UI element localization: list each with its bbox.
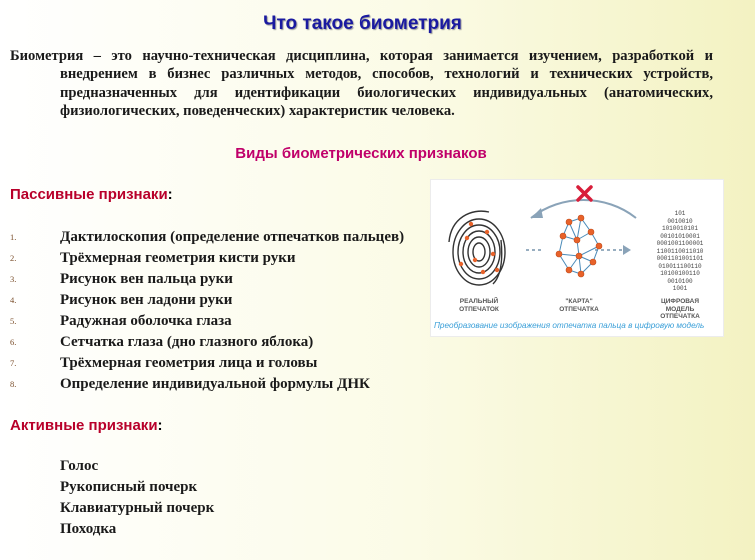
list-item xyxy=(10,456,214,477)
list-item-text: Сетчатка глаза (дно глазного яблока) xyxy=(60,334,314,350)
binary-line: 0010100 xyxy=(667,277,693,285)
fingerprint-map-icon xyxy=(559,218,599,274)
list-item-text: Трёхмерная геометрия кисти руки xyxy=(60,250,296,266)
label-line: ОТПЕЧАТКА xyxy=(660,313,700,320)
list-item-number: 6. xyxy=(10,337,17,347)
passive-list xyxy=(10,227,404,395)
list-item xyxy=(10,477,214,498)
active-title-text: Активные признаки xyxy=(10,417,158,434)
label-line: МОДЕЛЬ xyxy=(665,305,695,313)
list-item-text: Трёхмерная геометрия лица и головы xyxy=(60,355,318,371)
list-item-number: 8. xyxy=(10,379,17,389)
cross-icon xyxy=(578,187,591,200)
types-title: Виды биометрических признаков xyxy=(235,145,487,162)
binary-line: 10100100110 xyxy=(660,270,700,277)
active-title: Активные признаки: xyxy=(10,417,163,434)
active-list xyxy=(10,456,214,540)
list-item-number: 5. xyxy=(10,316,17,326)
binary-line: 1100110011010 xyxy=(656,247,704,255)
list-item-number: 7. xyxy=(10,358,17,368)
list-item xyxy=(10,227,404,248)
list-item xyxy=(10,332,404,353)
list-item xyxy=(10,290,404,311)
binary-line: 0010010 xyxy=(667,217,693,225)
label-fingerprint-map xyxy=(549,298,609,313)
list-item-number: 2. xyxy=(10,253,17,263)
list-item-number: 1. xyxy=(10,232,17,242)
binary-line: 00101010001 xyxy=(660,232,700,240)
list-item-text: Голос xyxy=(60,458,99,474)
list-item xyxy=(10,519,214,540)
binary-line: 010011100110 xyxy=(658,262,702,270)
fingerprint-map-nodes xyxy=(556,215,602,277)
label-line: ОТПЕЧАТОК xyxy=(459,305,499,313)
binary-line: 0001101001101 xyxy=(656,255,704,262)
list-item-text: Радужная оболочка глаза xyxy=(60,313,232,329)
list-item xyxy=(10,353,404,374)
binary-line: 1001 xyxy=(672,285,688,292)
intro-text: Биометрия – это научно-техническая дисциплина, которая занимается изучением, разработкой и внедрением в бизнес различных методов, способов, технологий и технических устройств, предназначенных для идентификации биологических индивидуальных (анатомических, физиологических, поведенческих) характеристик человека. xyxy=(10,48,713,120)
list-item-text: Определение индивидуальной формулы ДНК xyxy=(60,376,370,392)
passive-title: Пассивные признаки: xyxy=(10,186,173,203)
reverse-arrow-head xyxy=(531,208,543,218)
label-digital-model xyxy=(649,298,711,321)
list-item-text: Походка xyxy=(60,521,117,537)
list-item xyxy=(10,374,404,395)
fingerprint-icon xyxy=(449,211,505,285)
label-line: ОТПЕЧАТКА xyxy=(559,305,599,313)
page-title: Что такое биометрия xyxy=(263,13,462,34)
label-line: ЦИФРОВАЯ xyxy=(660,298,699,305)
list-item xyxy=(10,311,404,332)
list-item-text: Дактилоскопия (определение отпечатков пальцев) xyxy=(60,229,405,245)
list-item-text: Рисунок вен пальца руки xyxy=(60,271,233,287)
passive-title-text: Пассивные признаки xyxy=(10,186,168,203)
list-item xyxy=(10,248,404,269)
list-item-text: Клавиатурный почерк xyxy=(60,500,215,516)
list-item-text: Рисунок вен ладони руки xyxy=(60,292,233,308)
list-item-text: Рукописный почерк xyxy=(60,479,198,495)
forward-arrow-head xyxy=(623,245,631,255)
binary-line: 1010010101 xyxy=(661,225,698,232)
fingerprint-figure xyxy=(430,179,724,337)
intro-paragraph xyxy=(10,47,713,121)
list-item xyxy=(10,269,404,290)
list-item xyxy=(10,498,214,519)
list-item-number: 3. xyxy=(10,274,17,284)
label-line: РЕАЛЬНЫЙ xyxy=(459,298,499,305)
label-real-fingerprint xyxy=(449,298,509,313)
binary-line: 101 xyxy=(674,210,686,217)
figure-caption: Преобразование изображения отпечатка пальца в цифровую модель xyxy=(434,321,705,330)
label-line: "КАРТА" xyxy=(565,298,593,305)
binary-line: 0001001100001 xyxy=(656,240,704,247)
reverse-arrow xyxy=(531,200,636,218)
list-item-number: 4. xyxy=(10,295,17,305)
